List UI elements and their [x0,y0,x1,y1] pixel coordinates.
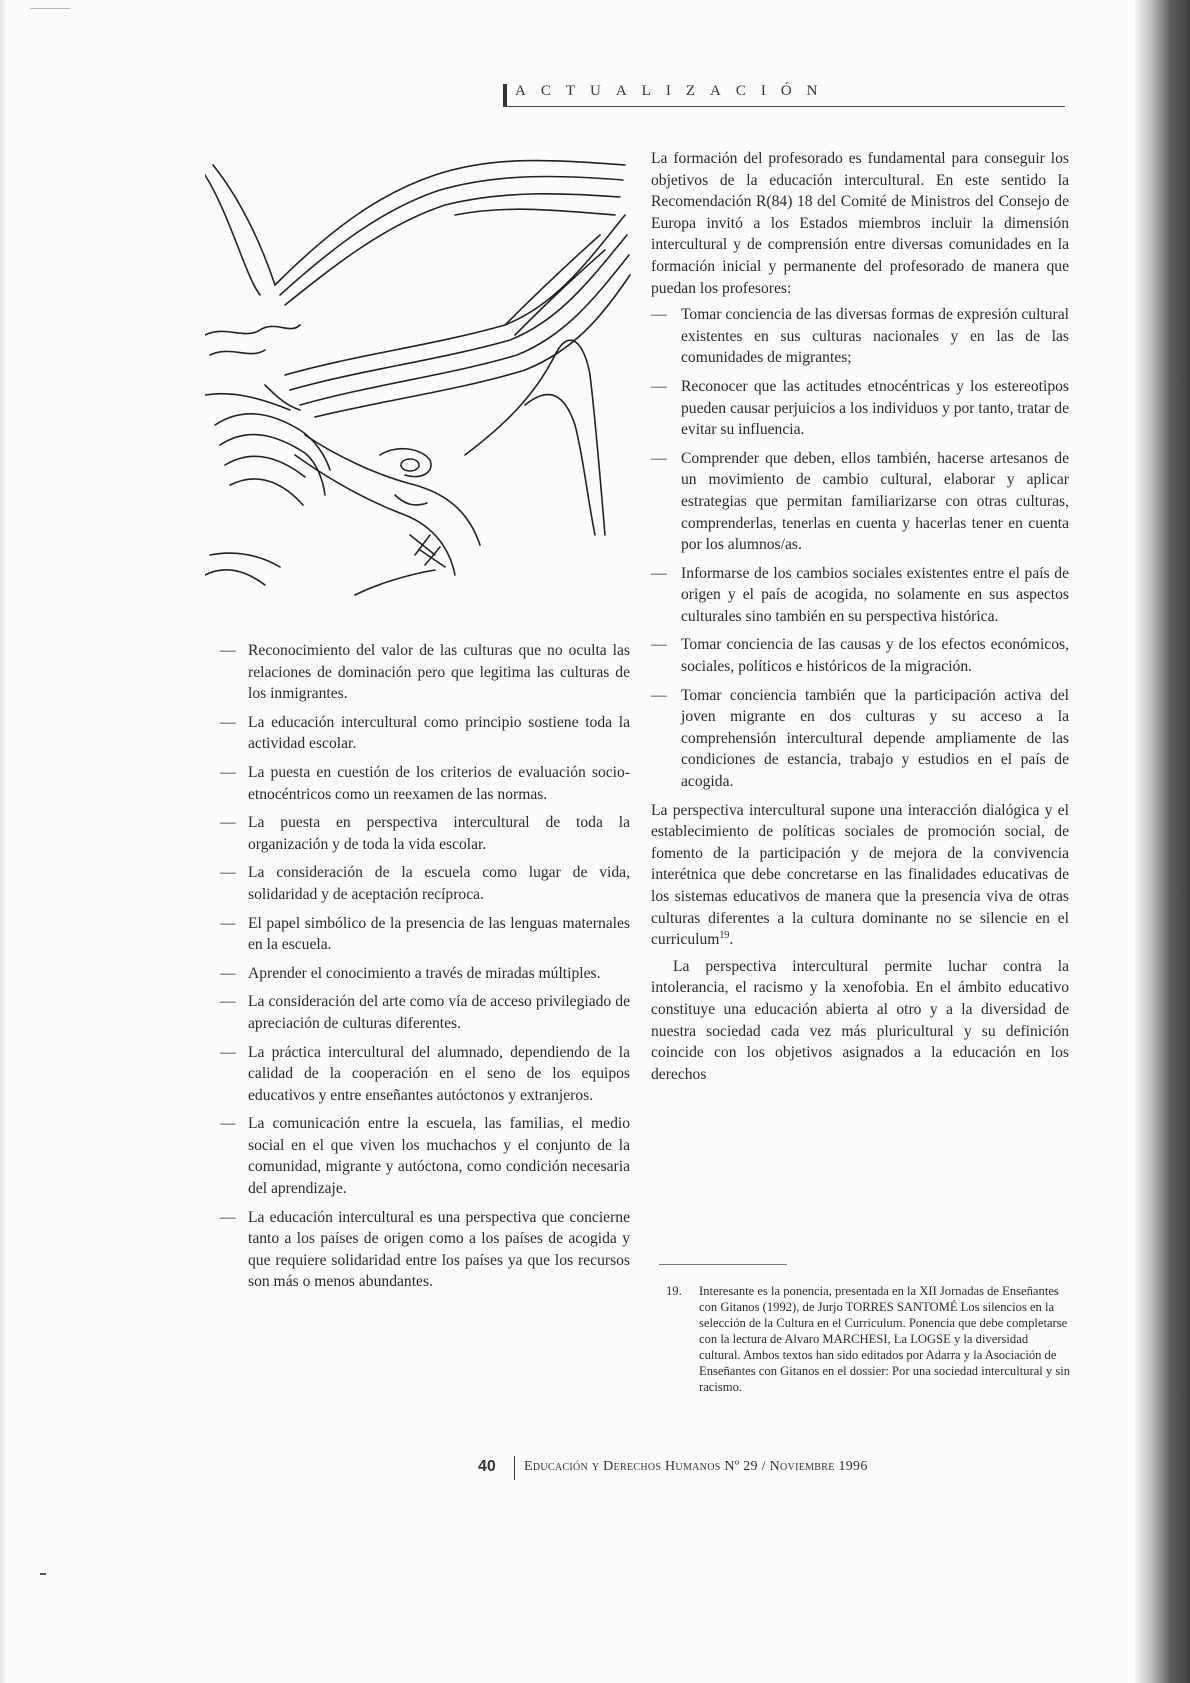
teacher-goals-list [651,304,1069,792]
list-item: — La educación intercultural es una perspectiva que concierne tanto a los países de origen como a los países de acogida y que requiere solidaridad entre los países ya que los recursos son más o menos abundantes. [220,1207,630,1293]
scan-edge-shadow [1135,0,1190,1683]
right-column [651,148,1069,1090]
list-item: — La puesta en cuestión de los criterios de evaluación socio-etnocéntricos como un reexamen de las normas. [220,762,630,805]
scan-mark [30,8,70,9]
scan-mark [40,1573,46,1575]
footnote [666,1283,1071,1395]
list-item: — Tomar conciencia de las diversas formas de expresión cultural existentes en sus culturas nacionales y en las de las comunidades de migrantes; [651,304,1069,369]
list-item: — Tomar conciencia de las causas y de los efectos económicos, sociales, políticos e históricos de la migración. [651,634,1069,677]
body-paragraph [651,800,1069,951]
line-drawing-illustration [205,155,635,605]
footnote-text: Interesante es la ponencia, presentada en la XII Jornadas de Enseñantes con Gitanos (1992), de Jurjo TORRES SANTOMÉ Los silencios en la selección de la Cultura en el Curriculum. Ponencia que debe completarse con la lectura de Alvaro MARCHESI, La LOGSE y la diversidad cultural. Ambos textos han sido editados por Adarra y la Asociación de Enseñantes con Gitanos en el dossier: Por una sociedad intercultural y sin racismo. [699,1284,1071,1394]
list-item: — Reconocimiento del valor de las culturas que no oculta las relaciones de dominación pero que legitima las culturas de los inmigrantes. [220,640,630,705]
list-item: — La consideración del arte como vía de acceso privilegiado de apreciación de culturas diferentes. [220,991,630,1034]
list-item: — La consideración de la escuela como lugar de vida, solidaridad y de aceptación recíproca. [220,862,630,905]
section-title: ACTUALIZACIÓN [515,83,833,99]
list-item: — La puesta en perspectiva intercultural de toda la organización y de toda la vida escolar. [220,812,630,855]
list-item: — La comunicación entre la escuela, las familias, el medio social en el que viven los muchachos y el conjunto de la comunidad, migrante y autóctona, como condición necesaria del aprendizaje. [220,1113,630,1199]
list-item: — La práctica intercultural del alumnado, dependiendo de la calidad de la cooperación en el seno de los equipos educativos y entre enseñantes autóctonos y extranjeros. [220,1042,630,1107]
publication-info: Educación y Derechos Humanos Nº 29 / Noviembre 1996 [524,1459,868,1474]
footnote-number: 19. [666,1284,682,1298]
list-item: — Informarse de los cambios sociales existentes entre el país de origen y el país de acogida, no solamente en sus aspectos culturales sino también en su perspectiva histórica. [651,563,1069,628]
paragraph-end: . [729,931,734,949]
list-item: — El papel simbólico de la presencia de las lenguas maternales en la escuela. [220,913,630,956]
binding-edge [0,0,6,1683]
footnote-separator [659,1264,787,1265]
list-item: — Comprender que deben, ellos también, hacerse artesanos de un movimiento de cambio cultural, elaborar y aplicar estrategias que permitan familiarizarse con otras culturas, comprenderlas, tenerlas en cuenta y hacerlas tener en cuenta por los alumnos/as. [651,448,1069,556]
section-header [503,82,1065,107]
paragraph-text: La perspectiva intercultural supone una interacción dialógica y el establecimiento de políticas sociales de promoción social, de fomento de la participación y de mejora de la convivencia interétnica que debe concretarse en las finalidades educativas de los sistemas educativos de manera que la presencia viva de otras culturas diferentes a la cultura dominante no se silencie en el curriculum [651,801,1069,949]
body-paragraph: La perspectiva intercultural permite luchar contra la intolerancia, el racismo y la xenofobia. En el ámbito educativo constituye una educación abierta al otro y a la diversidad de nuestra sociedad cada vez más pluricultural y su definición coincide con los objetivos asignados a la educación en los derechos [651,957,1069,1083]
page-number: 40 [478,1458,496,1475]
list-item: — Tomar conciencia también que la participación activa del joven migrante en dos culturas y su acceso a la comprehensión intercultural depende ampliamente de las condiciones de estancia, trabajo y estudios en el país de acogida. [651,685,1069,793]
list-item: — Aprender el conocimiento a través de miradas múltiples. [220,963,630,985]
footnote-reference[interactable]: 19 [719,930,730,941]
left-column [220,640,630,1300]
principles-list [220,640,630,1293]
list-item: — La educación intercultural como principio sostiene toda la actividad escolar. [220,712,630,755]
page-footer [478,1458,1038,1484]
intro-paragraph: La formación del profesorado es fundamental para conseguir los objetivos de la educación intercultural. En este sentido la Recomendación R(84) 18 del Comité de Ministros del Consejo de Europa invitó a los Estados miembros incluir la dimensión intercultural y de comprensión entre diversas comunidades en la formación inicial y permanente del profesorado de manera que puedan los profesores: [651,150,1069,297]
header-bar [503,84,507,106]
footer-divider [514,1456,515,1480]
list-item: — Reconocer que las actitudes etnocéntricas y los estereotipos pueden causar perjuicios a los individuos y por tanto, tratar de evitar su influencia. [651,376,1069,441]
